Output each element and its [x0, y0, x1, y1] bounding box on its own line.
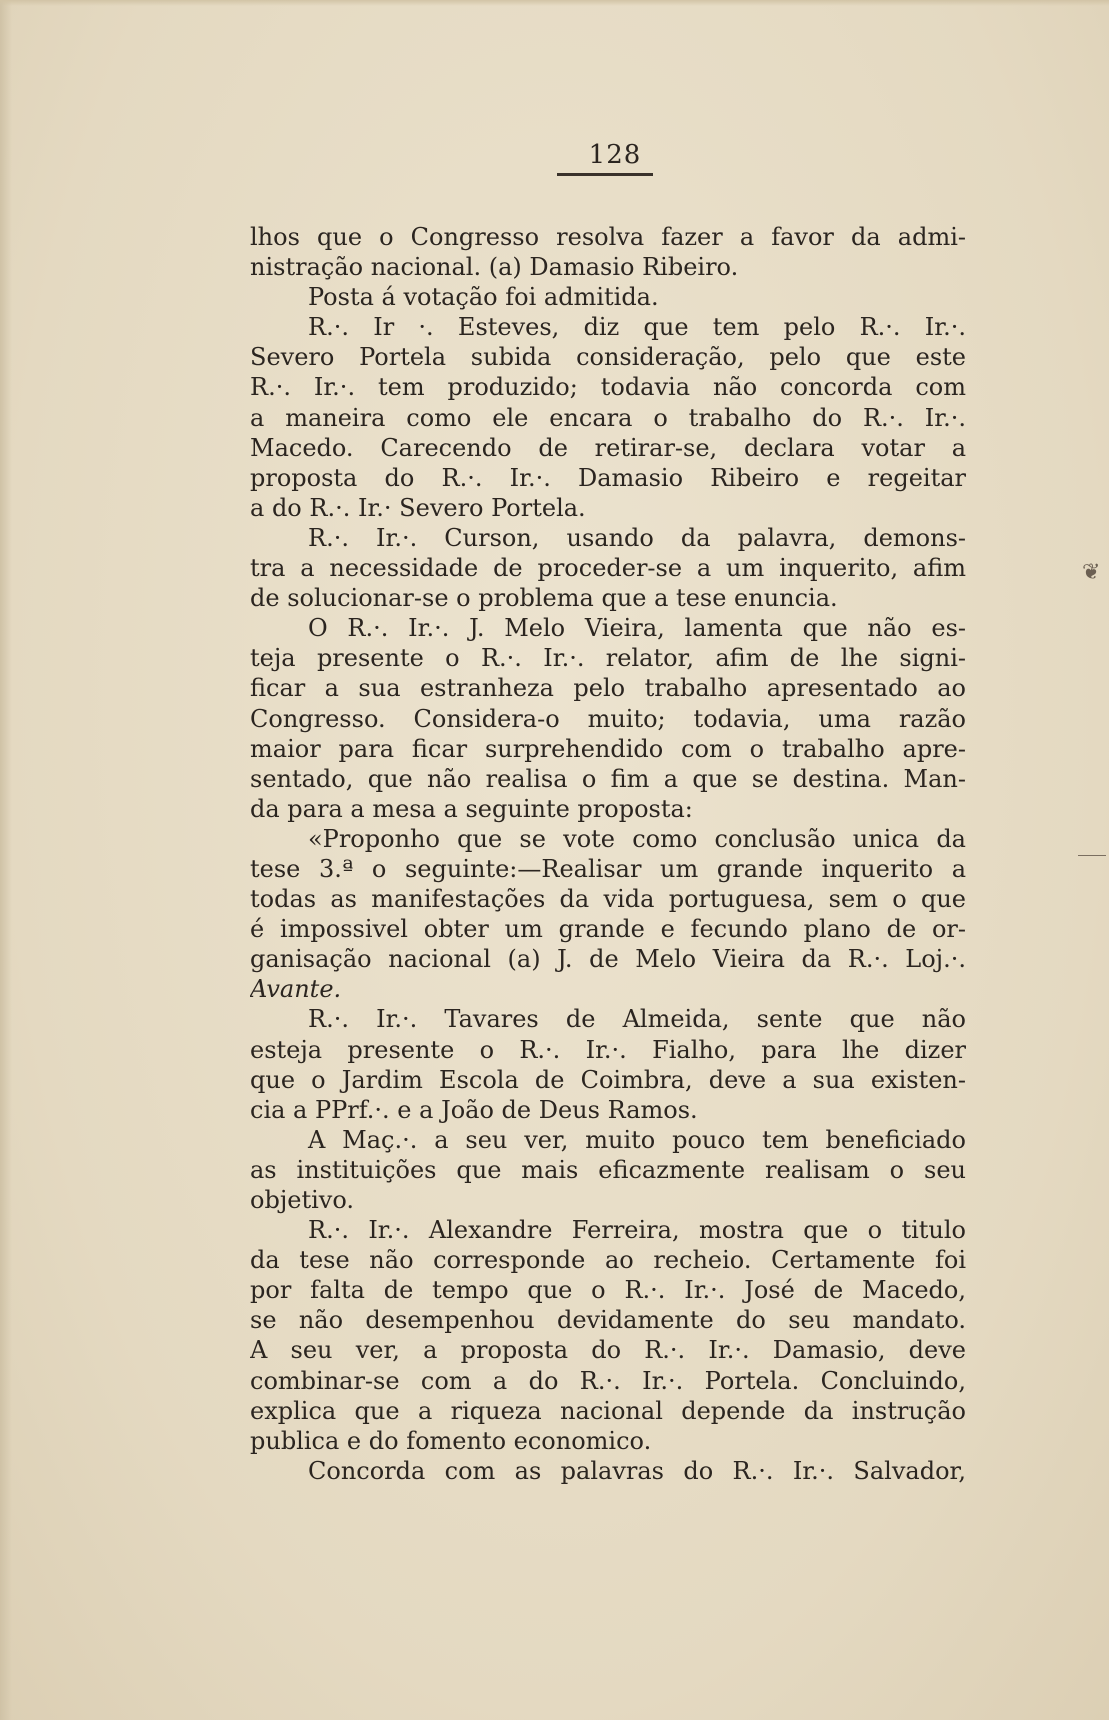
body-text: [250, 222, 966, 1486]
text-line: proposta do R.·. Ir.·. Damasio Ribeiro e regeitar: [250, 463, 966, 492]
text-line: R.·. Ir.·. Alexandre Ferreira, mostra que o titulo: [308, 1216, 966, 1245]
text-line: combinar-se com a do R.·. Ir.·. Portela. Concluindo,: [250, 1366, 966, 1395]
text-line: Avante.: [250, 975, 342, 1004]
text-line: todas as manifestações da vida portuguesa, sem o que: [250, 885, 966, 914]
text-line: Macedo. Carecendo de retirar-se, declara votar a: [250, 433, 966, 462]
text-line: Posta á votação foi admitida.: [308, 283, 659, 312]
text-line: da para a mesa a seguinte proposta:: [250, 794, 693, 823]
text-line: Concorda com as palavras do R.·. Ir.·. Salvador,: [308, 1456, 966, 1485]
text-line: sentado, que não realisa o fim a que se destina. Man-: [250, 764, 966, 793]
text-line: ganisação nacional (a) J. de Melo Vieira da R.·. Loj.·.: [250, 945, 966, 974]
text-line: da tese não corresponde ao recheio. Certamente foi: [250, 1246, 966, 1275]
text-line: «Proponho que se vote como conclusão unica da: [308, 824, 966, 853]
text-line: objetivo.: [250, 1186, 354, 1214]
text-line: A Maç.·. a seu ver, muito pouco tem beneficiado: [308, 1125, 966, 1154]
page-left-edge: [0, 0, 12, 1720]
text-line: cia a PPrf.·. e a João de Deus Ramos.: [250, 1095, 698, 1124]
text-line: O R.·. Ir.·. J. Melo Vieira, lamenta que não es-: [308, 614, 966, 643]
text-line: tra a necessidade de proceder-se a um inquerito, afim: [250, 554, 966, 583]
text-line: é impossivel obter um grande e fecundo plano de or-: [250, 915, 966, 944]
margin-ink-mark: ❦: [1082, 560, 1101, 585]
text-line: Severo Portela subida consideração, pelo que este: [250, 343, 966, 372]
text-line: publica e do fomento economico.: [250, 1426, 652, 1455]
text-line: lhos que o Congresso resolva fazer a favor da admi-: [250, 223, 966, 251]
text-line: nistração nacional. (a) Damasio Ribeiro.: [250, 253, 739, 282]
text-line: se não desempenhou devidamente do seu mandato.: [250, 1306, 966, 1335]
text-line: explica que a riqueza nacional depende da instrução: [250, 1396, 966, 1425]
text-line: teja presente o R.·. Ir.·. relator, afim de lhe signi-: [250, 644, 966, 673]
text-line: a do R.·. Ir.· Severo Portela.: [250, 493, 586, 522]
text-line: esteja presente o R.·. Ir.·. Fialho, para lhe dizer: [250, 1035, 966, 1064]
text-line: R.·. Ir.·. tem produzido; todavia não concorda com: [250, 373, 966, 402]
text-line: A seu ver, a proposta do R.·. Ir.·. Damasio, deve: [250, 1336, 966, 1365]
text-line: as instituições que mais eficazmente realisam o seu: [250, 1155, 966, 1184]
text-line: Congresso. Considera-o muito; todavia, uma razão: [250, 704, 966, 733]
margin-ink-dash: [1078, 855, 1106, 856]
page-number-underline: [557, 173, 653, 176]
text-line: R.·. Ir.·. Curson, usando da palavra, demons-: [308, 523, 966, 552]
text-line: R.·. Ir.·. Tavares de Almeida, sente que não: [308, 1005, 966, 1034]
page-number: 128: [588, 140, 642, 170]
text-line: ficar a sua estranheza pelo trabalho apresentado ao: [250, 674, 966, 703]
text-line: tese 3.ª o seguinte:—Realisar um grande inquerito a: [250, 854, 966, 883]
page-top-edge: [0, 0, 1109, 6]
text-line: maior para ficar surprehendido com o trabalho apre-: [250, 734, 966, 763]
text-line: de solucionar-se o problema que a tese enuncia.: [250, 584, 838, 613]
text-line: por falta de tempo que o R.·. Ir.·. José de Macedo,: [250, 1276, 966, 1305]
text-line: R.·. Ir ·. Esteves, diz que tem pelo R.·. Ir.·.: [308, 313, 966, 342]
text-line: a maneira como ele encara o trabalho do R.·. Ir.·.: [250, 403, 966, 432]
text-line: que o Jardim Escola de Coimbra, deve a sua existen-: [250, 1065, 966, 1094]
